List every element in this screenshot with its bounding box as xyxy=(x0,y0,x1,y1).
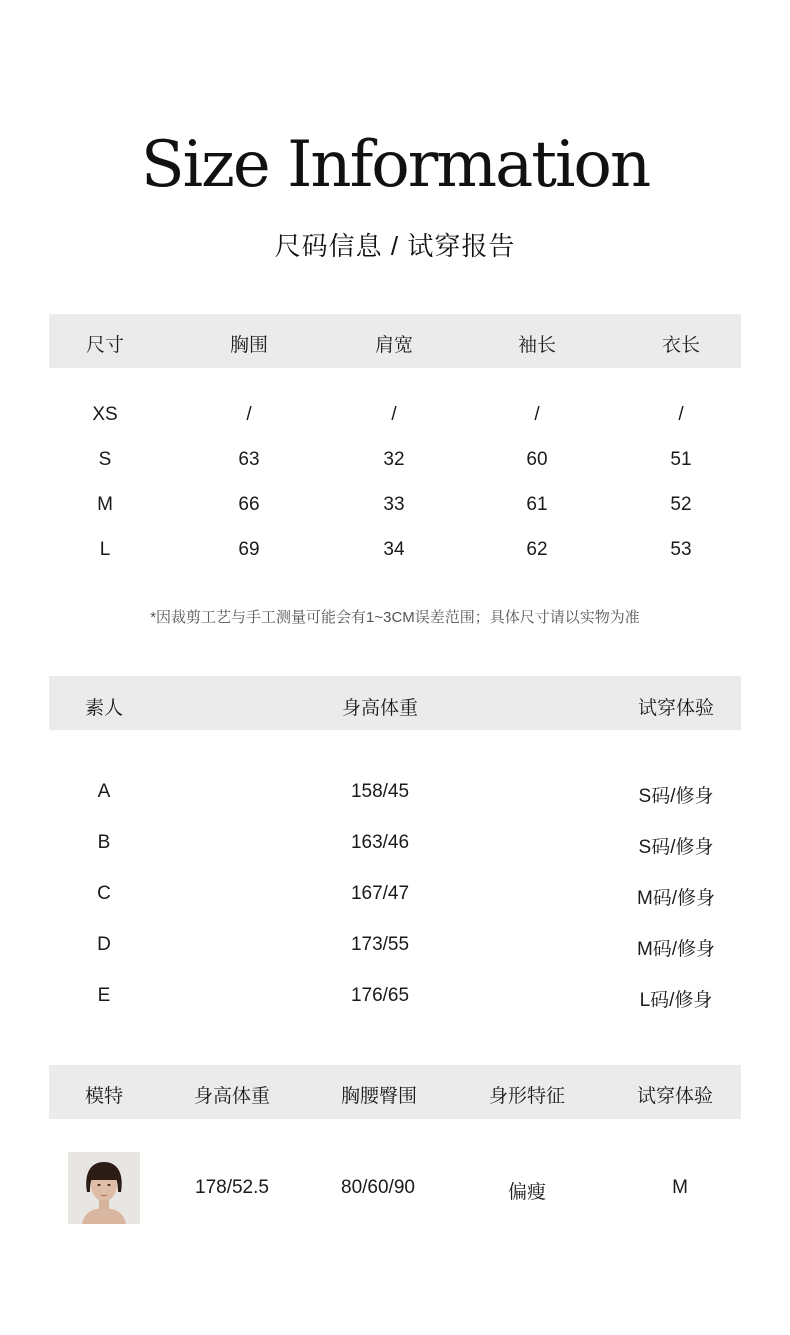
size-table-cell: 32 xyxy=(383,449,405,470)
size-table-cell: L xyxy=(99,539,111,560)
fit-table-cell: D xyxy=(97,934,111,955)
fit-header-cell: 素人 xyxy=(84,698,123,719)
size-table-cell: 53 xyxy=(670,539,692,560)
fit-table-cell: 167/47 xyxy=(350,883,410,904)
fit-table-cell: E xyxy=(97,985,111,1006)
size-table-cell: / xyxy=(391,404,397,425)
fit-table-cell: C xyxy=(97,883,111,904)
fit-table-cell: M码/修身 xyxy=(636,888,716,909)
size-table-cell: 51 xyxy=(670,449,692,470)
size-table-cell: 62 xyxy=(526,539,548,560)
model-header-cell: 身高体重 xyxy=(193,1086,270,1107)
fit-table-cell: M码/修身 xyxy=(636,939,716,960)
fit-table-cell: 163/46 xyxy=(350,832,410,853)
size-table-cell: XS xyxy=(92,404,118,425)
fit-header-cell: 身高体重 xyxy=(341,698,418,719)
model-table-cell: M xyxy=(672,1177,688,1198)
page-title: Size Information xyxy=(140,128,650,202)
size-header-cell: 胸围 xyxy=(229,335,268,356)
model-header-cell: 模特 xyxy=(84,1086,123,1107)
model-header-cell: 身形特征 xyxy=(488,1086,565,1107)
page-subtitle: 尺码信息 / 试穿报告 xyxy=(274,231,516,261)
size-header-cell: 衣长 xyxy=(661,335,700,356)
model-header-cell: 胸腰臀围 xyxy=(340,1086,417,1107)
fit-table-cell: 173/55 xyxy=(350,934,410,955)
fit-table-cell: S码/修身 xyxy=(638,786,714,807)
size-header-cell: 尺寸 xyxy=(85,335,124,356)
fit-table-cell: 158/45 xyxy=(350,781,410,802)
model-photo xyxy=(68,1152,140,1224)
size-table-cell: / xyxy=(678,404,684,425)
model-table-cell: 80/60/90 xyxy=(341,1177,415,1198)
fit-header-cell: 试穿体验 xyxy=(637,698,714,719)
measurement-note: *因裁剪工艺与手工测量可能会有1~3CM误差范围；具体尺寸请以实物为准 xyxy=(150,609,640,626)
model-header-cell: 试穿体验 xyxy=(636,1086,713,1107)
size-table-cell: S xyxy=(98,449,112,470)
size-table-cell: 61 xyxy=(526,494,548,515)
size-header-cell: 肩宽 xyxy=(374,335,413,356)
fit-table-cell: L码/修身 xyxy=(639,990,713,1011)
fit-table-cell: B xyxy=(97,832,111,853)
size-table-cell: / xyxy=(534,404,540,425)
fit-table-cell: A xyxy=(97,781,111,802)
size-table-cell: 60 xyxy=(526,449,548,470)
size-table-cell: M xyxy=(97,494,113,515)
model-table-cell: 偏瘦 xyxy=(507,1182,546,1203)
fit-table-cell: 176/65 xyxy=(350,985,410,1006)
model-portrait-icon xyxy=(68,1152,140,1224)
size-table-cell: 63 xyxy=(238,449,260,470)
size-table-cell: / xyxy=(246,404,252,425)
size-table-cell: 33 xyxy=(383,494,405,515)
size-table-cell: 69 xyxy=(238,539,260,560)
model-table-cell: 178/52.5 xyxy=(195,1177,269,1198)
size-table-cell: 34 xyxy=(383,539,405,560)
size-table-cell: 66 xyxy=(238,494,260,515)
size-header-cell: 袖长 xyxy=(517,335,556,356)
fit-table-cell: S码/修身 xyxy=(638,837,714,858)
size-table-cell: 52 xyxy=(670,494,692,515)
